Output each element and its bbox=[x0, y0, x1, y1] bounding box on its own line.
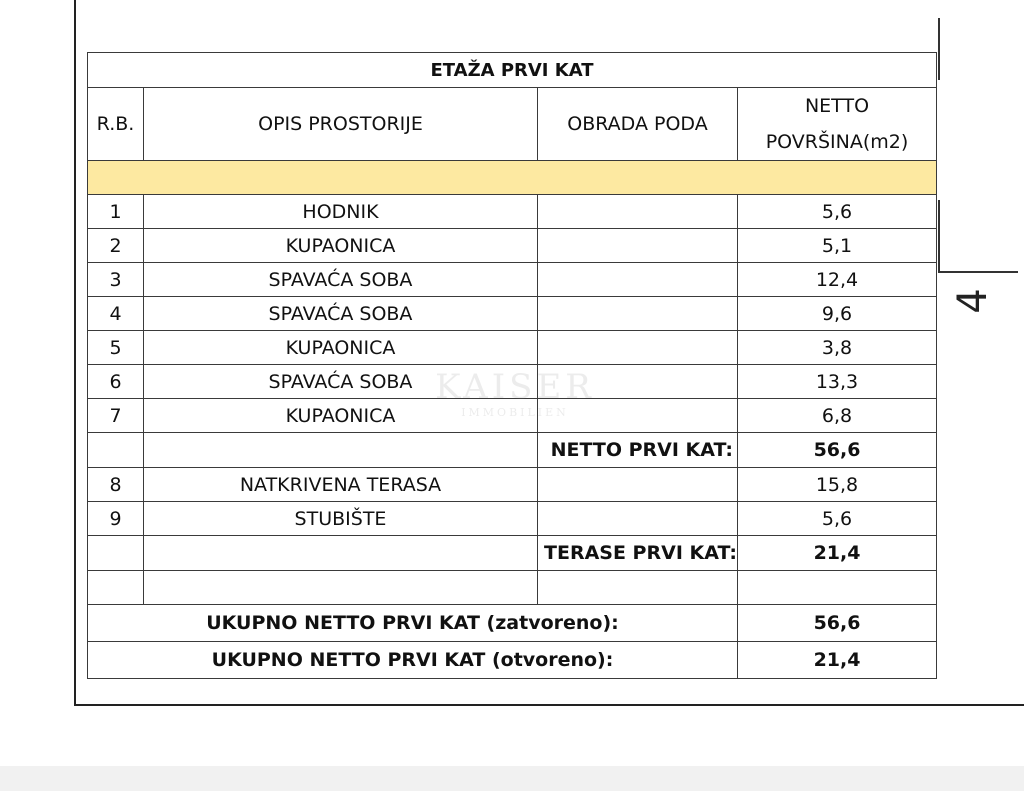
cell-rb: 4 bbox=[88, 297, 144, 331]
cell-rb: 6 bbox=[88, 365, 144, 399]
cell-empty bbox=[144, 433, 538, 468]
dimension-label: 4 bbox=[950, 288, 996, 314]
cell-opis: HODNIK bbox=[144, 195, 538, 229]
cell-obrada bbox=[538, 365, 738, 399]
cell-rb: 5 bbox=[88, 331, 144, 365]
watermark-line1: KAISER bbox=[435, 367, 595, 407]
cell-opis: SPAVAĆA SOBA bbox=[144, 365, 538, 399]
subtotal-netto-label: NETTO PRVI KAT: bbox=[538, 433, 738, 468]
dimension-line-horizontal bbox=[938, 271, 1018, 273]
cell-netto: 3,8 bbox=[738, 331, 937, 365]
header-opis: OPIS PROSTORIJE bbox=[144, 88, 538, 161]
cell-opis: KUPAONICA bbox=[144, 229, 538, 263]
cell-opis: KUPAONICA bbox=[144, 331, 538, 365]
cell-netto: 6,8 bbox=[738, 399, 937, 433]
table-row bbox=[88, 365, 937, 399]
cell-opis: SPAVAĆA SOBA bbox=[144, 263, 538, 297]
table-title-row bbox=[88, 53, 937, 88]
highlight-cell bbox=[88, 161, 937, 195]
table-header-row bbox=[88, 88, 937, 161]
cell-rb: 3 bbox=[88, 263, 144, 297]
cell-obrada bbox=[538, 331, 738, 365]
drawing-frame-bottom bbox=[74, 704, 1024, 706]
table-row bbox=[88, 263, 937, 297]
total-closed-value: 56,6 bbox=[738, 605, 937, 642]
watermark-line2: IMMOBILIEN bbox=[461, 406, 569, 419]
cell-obrada bbox=[538, 468, 738, 502]
table-title: ETAŽA PRVI KAT bbox=[88, 53, 937, 88]
cell-empty bbox=[88, 536, 144, 571]
header-netto-line1: NETTO bbox=[804, 95, 870, 117]
subtotal-terase-row bbox=[88, 536, 937, 571]
total-open-row bbox=[88, 642, 937, 679]
cell-netto: 5,1 bbox=[738, 229, 937, 263]
total-open-value: 21,4 bbox=[738, 642, 937, 679]
header-netto bbox=[738, 88, 937, 161]
table-row bbox=[88, 331, 937, 365]
subtotal-netto-value: 56,6 bbox=[738, 433, 937, 468]
cell-obrada bbox=[538, 229, 738, 263]
cell-empty bbox=[88, 433, 144, 468]
cell-empty bbox=[144, 536, 538, 571]
cell-empty bbox=[738, 571, 937, 605]
cell-opis: SPAVAĆA SOBA bbox=[144, 297, 538, 331]
table-row bbox=[88, 468, 937, 502]
cell-rb: 9 bbox=[88, 502, 144, 536]
cell-obrada bbox=[538, 263, 738, 297]
table-row bbox=[88, 229, 937, 263]
highlight-row bbox=[88, 161, 937, 195]
dimension-line-lower bbox=[938, 200, 940, 272]
cell-netto: 9,6 bbox=[738, 297, 937, 331]
subtotal-netto-row bbox=[88, 433, 937, 468]
cell-rb: 1 bbox=[88, 195, 144, 229]
header-obrada: OBRADA PODA bbox=[538, 88, 738, 161]
cell-netto: 5,6 bbox=[738, 502, 937, 536]
cell-obrada bbox=[538, 502, 738, 536]
cell-empty bbox=[144, 571, 538, 605]
dimension-line-upper bbox=[938, 18, 940, 80]
cell-empty bbox=[538, 571, 738, 605]
cell-netto: 5,6 bbox=[738, 195, 937, 229]
cell-opis: NATKRIVENA TERASA bbox=[144, 468, 538, 502]
total-open-label: UKUPNO NETTO PRVI KAT (otvoreno): bbox=[88, 642, 738, 679]
table-row bbox=[88, 297, 937, 331]
header-rb: R.B. bbox=[88, 88, 144, 161]
table-row bbox=[88, 502, 937, 536]
table-row bbox=[88, 399, 937, 433]
subtotal-terase-value: 21,4 bbox=[738, 536, 937, 571]
drawing-frame-left bbox=[74, 0, 76, 706]
cell-obrada bbox=[538, 195, 738, 229]
total-closed-label: UKUPNO NETTO PRVI KAT (zatvoreno): bbox=[88, 605, 738, 642]
cell-netto: 15,8 bbox=[738, 468, 937, 502]
cell-obrada bbox=[538, 297, 738, 331]
empty-row bbox=[88, 571, 937, 605]
header-netto-line2: POVRŠINA(m2) bbox=[765, 131, 909, 153]
cell-rb: 8 bbox=[88, 468, 144, 502]
cell-rb: 7 bbox=[88, 399, 144, 433]
room-area-table bbox=[87, 52, 937, 679]
cell-netto: 12,4 bbox=[738, 263, 937, 297]
cell-opis: STUBIŠTE bbox=[144, 502, 538, 536]
table-row bbox=[88, 195, 937, 229]
cell-netto: 13,3 bbox=[738, 365, 937, 399]
page-bottom-strip bbox=[0, 766, 1024, 791]
cell-rb: 2 bbox=[88, 229, 144, 263]
cell-opis: KUPAONICA bbox=[144, 399, 538, 433]
total-closed-row bbox=[88, 605, 937, 642]
cell-obrada bbox=[538, 399, 738, 433]
cell-empty bbox=[88, 571, 144, 605]
subtotal-terase-label: TERASE PRVI KAT: bbox=[538, 536, 738, 571]
